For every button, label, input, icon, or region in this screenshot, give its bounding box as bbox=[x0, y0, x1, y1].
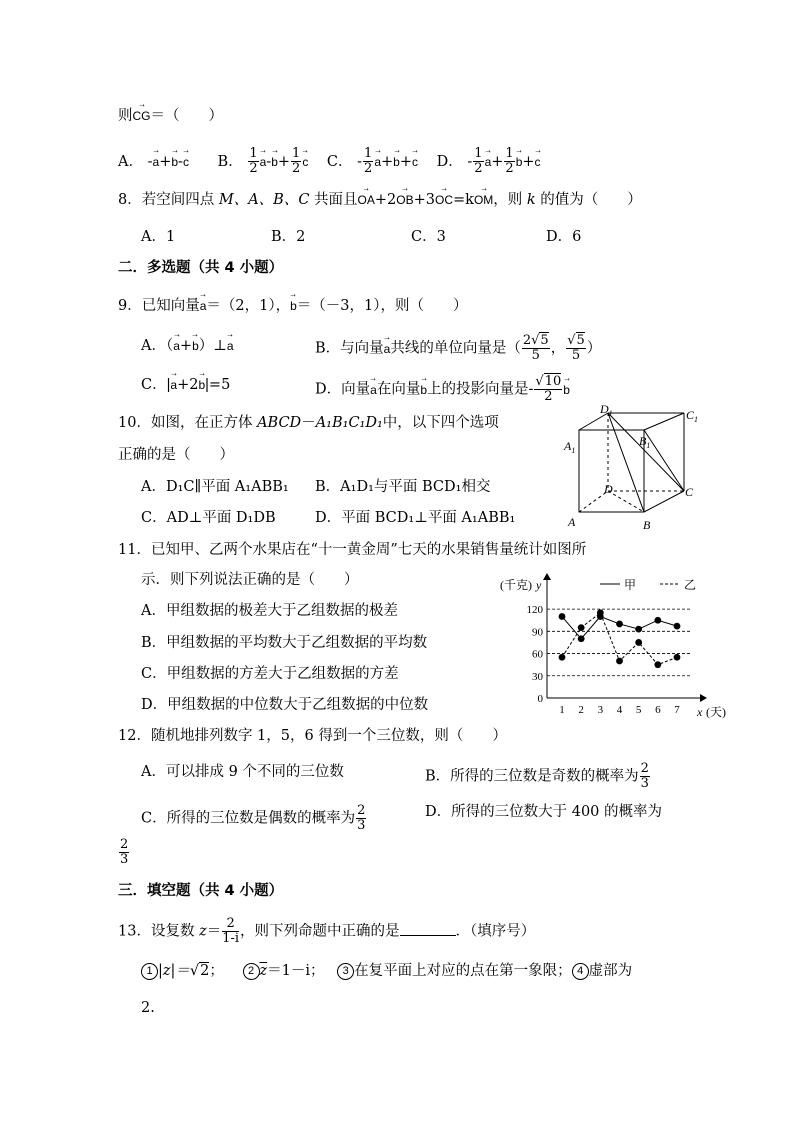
cube-edge-bc bbox=[644, 491, 684, 512]
q7-d-f2-num: 1 bbox=[505, 146, 514, 161]
q9-D-vb2-t: b bbox=[563, 382, 570, 397]
chart-xunit: (天) bbox=[706, 705, 726, 719]
legend-label-jia: 甲 bbox=[624, 578, 637, 592]
q9-option-c bbox=[141, 375, 230, 395]
q12-D-num: 2 bbox=[120, 837, 129, 852]
q9-B-f1-sqrt: √ bbox=[531, 333, 540, 348]
q13-item-4-marker: 4 bbox=[572, 963, 589, 980]
q9-B-f1-coef: 2 bbox=[522, 333, 532, 348]
ytick-label-60: 60 bbox=[532, 648, 543, 661]
q8-oa-t: OA bbox=[357, 193, 375, 207]
q8-oa bbox=[358, 190, 375, 210]
q11-stem-2: 示．则下列说法正确的是（ ） bbox=[141, 572, 359, 588]
q7-c-f-den: 2 bbox=[364, 161, 373, 176]
xtick-label-6: 6 bbox=[655, 704, 661, 716]
q8-oc bbox=[435, 190, 453, 210]
q7-c-minus: - bbox=[357, 153, 363, 170]
q7-option-c bbox=[326, 146, 423, 176]
q9-B-frac2 bbox=[566, 334, 586, 363]
q9-D-vb bbox=[420, 380, 427, 400]
q7-d-frac2 bbox=[504, 147, 514, 176]
q7-after: ＝（ ） bbox=[150, 108, 223, 124]
q7-options bbox=[118, 147, 541, 176]
q9-D-va-t: a bbox=[370, 382, 377, 397]
q7-b-minus: - bbox=[266, 153, 272, 170]
q7-d-vc-t: c bbox=[534, 154, 541, 169]
q13-eq: ＝ bbox=[206, 923, 222, 940]
q9-D-pre: D．向量 bbox=[315, 381, 371, 398]
point-yi-5 bbox=[635, 639, 642, 646]
chart-yvar: y bbox=[536, 578, 542, 592]
q9-B-pre: B．与向量 bbox=[315, 340, 384, 357]
q12-B-text: B．所得的三位数是奇数的概率为 bbox=[425, 768, 639, 785]
q7-c-frac bbox=[363, 147, 373, 176]
cube-diag-b1c bbox=[644, 430, 684, 491]
q12-D-den: 3 bbox=[120, 852, 129, 867]
q7-prefix: 则 bbox=[118, 108, 133, 124]
q9-A-vb-t: b bbox=[192, 339, 199, 353]
q13-a: 13．设复数 bbox=[118, 923, 200, 940]
q10-b: 中，以下四个选项 bbox=[382, 415, 499, 431]
q9-a: 9．已知向量 bbox=[118, 298, 200, 314]
q12-option-b bbox=[425, 762, 651, 791]
q9-D-f-sqrt: √ bbox=[535, 374, 544, 389]
q13-item-1-text: |z|＝ bbox=[158, 963, 190, 979]
q13-z: z bbox=[199, 923, 207, 940]
point-jia-2 bbox=[578, 635, 585, 642]
q7-c-vb bbox=[393, 152, 400, 172]
q10-option-c: C．AD⊥平面 D₁DB bbox=[141, 510, 276, 526]
q12-B-frac bbox=[640, 762, 650, 791]
q7-d-plus2: + bbox=[522, 153, 535, 170]
chart-series bbox=[559, 609, 681, 668]
q9-B-end: ） bbox=[586, 340, 602, 357]
q9-D-post: 上的投影向量是 bbox=[427, 381, 529, 398]
q8-option-a: A．1 bbox=[141, 229, 176, 245]
point-yi-3 bbox=[597, 609, 604, 616]
q7-c-plus: + bbox=[381, 153, 394, 170]
q9-A-va2-t: a bbox=[226, 339, 234, 353]
chart-gridlines bbox=[547, 609, 692, 676]
point-jia-7 bbox=[674, 623, 681, 630]
q7-b-f2-den: 2 bbox=[292, 161, 301, 176]
q13-items bbox=[141, 961, 632, 981]
q9-va-t: a bbox=[199, 299, 207, 313]
label-c1-main: C bbox=[686, 408, 695, 422]
q7-b-va bbox=[260, 152, 267, 172]
q7-b-vb-t: b bbox=[271, 154, 278, 169]
xtick-label-3: 3 bbox=[597, 704, 604, 716]
q8-d: 的值为（ ） bbox=[535, 192, 642, 208]
q13-den: 1-i bbox=[222, 931, 240, 946]
q9-C-abs-l: | bbox=[166, 377, 171, 393]
q11-stem-1: 11．已知甲、乙两个水果店在“十一黄金周”七天的水果销售量统计如图所 bbox=[118, 542, 587, 558]
q9-C-abs-r: | bbox=[205, 377, 209, 393]
cube-diag-db bbox=[608, 491, 644, 512]
q7-b-va-t: a bbox=[259, 154, 267, 169]
q7-b-frac2 bbox=[291, 147, 301, 176]
point-yi-1 bbox=[559, 654, 566, 661]
q9-C-vb-t: b bbox=[198, 378, 206, 392]
q9-D-f-den: 2 bbox=[544, 389, 553, 404]
q7-d-minus: - bbox=[467, 153, 473, 170]
label-a1-main: A bbox=[564, 439, 572, 453]
chart-legend bbox=[600, 578, 696, 592]
q9-option-a bbox=[141, 336, 234, 356]
cube-figure bbox=[560, 405, 710, 533]
point-jia-6 bbox=[654, 617, 661, 624]
q7-b-vc-t: c bbox=[302, 154, 309, 169]
xtick-label-7: 7 bbox=[674, 704, 680, 716]
q7-d-va bbox=[485, 152, 492, 172]
q7-d-plus: + bbox=[491, 153, 504, 170]
sales-line-chart bbox=[492, 570, 742, 725]
q9-D-vb-t: b bbox=[420, 382, 428, 397]
q9-A-va2 bbox=[227, 336, 234, 356]
q9-B-f2-num bbox=[566, 334, 586, 349]
q7-a-vb bbox=[171, 152, 178, 172]
q11-option-c: C．甲组数据的方差大于乙组数据的方差 bbox=[141, 666, 399, 682]
label-d: D bbox=[604, 482, 613, 496]
q7-c-vc-t: c bbox=[412, 154, 419, 169]
q7-c-va bbox=[374, 152, 381, 172]
q9-B-f1-den: 5 bbox=[531, 348, 540, 363]
q8-b: 共面且 bbox=[309, 192, 358, 208]
legend-label-yi: 乙 bbox=[684, 578, 697, 592]
q7-d-va-t: a bbox=[484, 154, 492, 169]
q7-a-minus: - bbox=[147, 153, 153, 170]
q9-C-va-t: a bbox=[170, 378, 178, 392]
q8-om-t: OM bbox=[473, 193, 494, 207]
q12-C-text: C．所得的三位数是偶数的概率为 bbox=[141, 810, 356, 827]
q9-D-mid: 在向量 bbox=[376, 381, 421, 398]
q12-C-frac bbox=[356, 804, 366, 833]
chart-xvar: x bbox=[697, 705, 703, 719]
q9-option-b bbox=[315, 334, 601, 363]
q7-d-label: D． bbox=[436, 153, 463, 170]
q13-d: ．（填序号） bbox=[455, 923, 536, 940]
q8-eqk: =k bbox=[453, 192, 474, 208]
vec-cg bbox=[133, 106, 151, 126]
q7-a-minus2: - bbox=[178, 153, 183, 170]
q7-b-f2-num: 1 bbox=[292, 146, 301, 161]
q12-option-d: D．所得的三位数大于 400 的概率为 bbox=[425, 804, 663, 820]
q9-C-mid: +2 bbox=[177, 377, 199, 393]
q13-item-4-text: 虚部为 bbox=[588, 963, 633, 979]
q8-points: M、A、B、C bbox=[218, 192, 310, 208]
q9-D-frac bbox=[534, 375, 562, 404]
label-a: A bbox=[568, 515, 576, 529]
q8-ob-t: OB bbox=[396, 193, 414, 207]
q8-stem bbox=[118, 190, 642, 210]
label-d1-sub: 1 bbox=[608, 409, 613, 418]
q7-c-vc bbox=[412, 152, 418, 172]
q9-D-vb2 bbox=[563, 380, 570, 400]
q13-c: ，则下列命题中正确的是 bbox=[240, 923, 400, 940]
label-b1-main: B bbox=[639, 434, 647, 448]
label-d1-main: D bbox=[600, 405, 609, 416]
q9-D-va bbox=[370, 380, 377, 400]
q9-B-f1-rad: 5 bbox=[540, 333, 549, 348]
q13-item-4-value: 2. bbox=[141, 1000, 155, 1016]
q9-C-vb bbox=[198, 375, 205, 395]
q7-c-f-num: 1 bbox=[364, 146, 373, 161]
q9-A-plus: + bbox=[179, 338, 193, 354]
q10-dash: － bbox=[301, 415, 316, 431]
q8-three: 3 bbox=[425, 192, 435, 208]
q9-B-post: 共线的单位向量是（ bbox=[390, 340, 521, 357]
label-b: B bbox=[643, 518, 651, 532]
label-a1 bbox=[563, 439, 575, 455]
point-jia-1 bbox=[559, 613, 566, 620]
label-b1-sub: 1 bbox=[646, 441, 651, 450]
q10-stem-1 bbox=[118, 413, 499, 433]
q7-option-d bbox=[436, 146, 541, 176]
point-jia-4 bbox=[616, 621, 623, 628]
q9-C-pre: C． bbox=[141, 377, 167, 393]
q8-plus1: + bbox=[374, 192, 388, 208]
q9-D-f-rad: 10 bbox=[544, 374, 562, 389]
label-c1 bbox=[686, 408, 698, 424]
q7-option-a bbox=[118, 154, 194, 170]
q10-option-d: D．平面 BCD₁⊥平面 A₁ABB₁ bbox=[315, 510, 516, 526]
y-axis-arrow bbox=[543, 573, 551, 580]
q13-item-3-marker: 3 bbox=[337, 963, 354, 980]
label-a1-sub: 1 bbox=[571, 446, 576, 455]
q13-frac bbox=[222, 917, 239, 946]
q9-B-f2-sqrt: √ bbox=[567, 333, 576, 348]
q8-c: ，则 bbox=[493, 192, 527, 208]
q8-ob bbox=[396, 190, 413, 210]
cube-diag-d1b bbox=[608, 413, 644, 512]
vec-cg-text: CG bbox=[132, 109, 151, 123]
point-jia-5 bbox=[635, 626, 642, 633]
q12-stem: 12．随机地排列数字 1，5，6 得到一个三位数，则（ ） bbox=[118, 728, 507, 744]
q12-option-d-value bbox=[118, 838, 130, 867]
q9-A-va-t: a bbox=[173, 339, 180, 353]
q13-item-2-text: ＝1－i； bbox=[267, 963, 325, 979]
q9-b: ＝（2，1）， bbox=[206, 298, 291, 314]
q7-a-plus: + bbox=[159, 153, 172, 170]
q13-item-1-end: ； bbox=[209, 963, 224, 979]
q10-a: 10．如图，在正方体 bbox=[118, 415, 258, 431]
q7-option-b bbox=[217, 146, 313, 176]
q7-a-vc-t: c bbox=[182, 154, 189, 169]
q9-vb bbox=[290, 296, 297, 316]
q13-item-1-sqrt: √ bbox=[189, 963, 200, 979]
point-yi-6 bbox=[654, 661, 661, 668]
chart-xticks bbox=[559, 704, 680, 716]
q9-D-f-num bbox=[534, 375, 562, 390]
q8-option-c: C．3 bbox=[411, 229, 446, 245]
q9-B-frac1 bbox=[522, 334, 550, 363]
q12-B-den: 3 bbox=[640, 776, 649, 791]
q9-C-va bbox=[170, 375, 177, 395]
q13-item-1-marker: 1 bbox=[141, 963, 158, 980]
q8-option-b: B．2 bbox=[271, 229, 306, 245]
chart-ylabel: (千克) bbox=[500, 578, 532, 592]
q7-d-vb bbox=[516, 152, 523, 172]
q9-B-f2-den: 5 bbox=[571, 348, 581, 363]
q9-B-f1-num bbox=[522, 334, 550, 349]
q7-b-frac1 bbox=[248, 147, 258, 176]
point-yi-4 bbox=[616, 658, 623, 665]
ytick-label-30: 30 bbox=[532, 670, 543, 683]
q7-a-va bbox=[153, 152, 160, 172]
xtick-label-2: 2 bbox=[578, 704, 584, 716]
label-c: C bbox=[685, 485, 694, 499]
q7-stem bbox=[118, 106, 223, 126]
q13-stem bbox=[118, 917, 535, 946]
q9-vb-t: b bbox=[290, 299, 297, 313]
q13-item-1-rad: 2 bbox=[200, 963, 210, 979]
q7-d-frac1 bbox=[473, 147, 483, 176]
q13-item-2-marker: 2 bbox=[243, 963, 260, 980]
q9-B-va-t: a bbox=[383, 341, 391, 356]
q7-b-vc bbox=[302, 152, 308, 172]
cube-front-face bbox=[579, 430, 644, 512]
q7-c-va-t: a bbox=[374, 154, 382, 169]
q7-b-label: B． bbox=[217, 153, 243, 170]
q10-option-b: B．A₁D₁与平面 BCD₁相交 bbox=[315, 479, 491, 495]
q9-C-post: =5 bbox=[208, 377, 231, 393]
section-2-heading: 二．多选题（共 4 小题） bbox=[118, 260, 284, 276]
q8-om bbox=[474, 190, 493, 210]
q7-b-vb bbox=[271, 152, 278, 172]
label-d1 bbox=[599, 405, 613, 418]
q8-option-d: D．6 bbox=[546, 229, 582, 245]
q9-B-f2-rad: 5 bbox=[576, 333, 585, 348]
x-axis-arrow bbox=[700, 694, 707, 702]
q13-item-3-text: 在复平面上对应的点在第一象限； bbox=[354, 963, 572, 979]
q12-option-a: A．可以排成 9 个不同的三位数 bbox=[141, 764, 344, 780]
q13-num: 2 bbox=[222, 917, 239, 932]
q9-A-pre: A．（ bbox=[141, 338, 174, 354]
q7-a-va-t: a bbox=[152, 154, 160, 169]
q9-c: ＝（－3，1），则（ ） bbox=[296, 298, 468, 314]
q7-d-f1-den: 2 bbox=[474, 161, 483, 176]
point-yi-7 bbox=[674, 654, 681, 661]
q7-d-vc bbox=[535, 152, 541, 172]
q11-option-b: B．甲组数据的平均数大于乙组数据的平均数 bbox=[141, 635, 428, 651]
xtick-label-1: 1 bbox=[559, 704, 565, 716]
q12-C-den: 3 bbox=[357, 818, 366, 833]
label-c1-sub: 1 bbox=[694, 415, 699, 424]
q9-A-post: ）⊥ bbox=[198, 338, 227, 354]
q7-b-f1-den: 2 bbox=[249, 161, 258, 176]
q10-abcd: ABCD bbox=[257, 415, 302, 431]
q8-k: k bbox=[526, 192, 536, 208]
ytick-label-120: 120 bbox=[526, 604, 543, 617]
q8-two: 2 bbox=[387, 192, 397, 208]
xtick-label-5: 5 bbox=[635, 704, 642, 716]
q13-answer-blank[interactable] bbox=[400, 921, 456, 936]
chart-axes bbox=[543, 573, 707, 702]
section-3-heading: 三．填空题（共 4 小题） bbox=[118, 883, 284, 899]
q7-b-f1-num: 1 bbox=[249, 146, 258, 161]
q9-option-d bbox=[315, 375, 570, 404]
q7-a-vb-t: b bbox=[171, 154, 179, 169]
chart-yticks bbox=[527, 604, 544, 705]
q12-option-c bbox=[141, 804, 367, 833]
ytick-label-90: 90 bbox=[532, 626, 543, 639]
q9-B-va bbox=[384, 339, 391, 359]
q10-stem-2: 正确的是（ ） bbox=[118, 447, 234, 463]
cube-diag-d1c bbox=[608, 413, 684, 491]
q7-c-vb-t: b bbox=[393, 154, 400, 169]
q7-a-label: A． bbox=[118, 153, 143, 170]
q9-va bbox=[200, 296, 207, 316]
q9-A-va bbox=[173, 336, 180, 356]
q8-oc-t: OC bbox=[435, 193, 453, 207]
q9-D-minus: - bbox=[528, 381, 534, 398]
ytick-label-0: 0 bbox=[537, 693, 543, 705]
q13-item-2-zbar: $\overline{z}$ bbox=[259, 963, 268, 979]
q7-a-vc bbox=[183, 152, 189, 172]
q9-B-comma: ， bbox=[550, 340, 566, 357]
q11-option-d: D．甲组数据的中位数大于乙组数据的中位数 bbox=[141, 697, 429, 713]
xtick-label-4: 4 bbox=[616, 704, 623, 716]
q7-d-f2-den: 2 bbox=[505, 161, 514, 176]
q12-B-num: 2 bbox=[640, 761, 649, 776]
q11-option-a: A．甲组数据的极差大于乙组数据的极差 bbox=[141, 603, 398, 619]
q10-option-a: A．D₁C∥平面 A₁ABB₁ bbox=[141, 479, 289, 495]
q8-a: 8．若空间四点 bbox=[118, 192, 219, 208]
q7-d-f1-num: 1 bbox=[474, 146, 483, 161]
q7-c-label: C． bbox=[326, 153, 353, 170]
cube-edge-b1c1 bbox=[644, 413, 684, 430]
q12-D-frac bbox=[119, 838, 129, 867]
q9-A-vb bbox=[192, 336, 199, 356]
q7-c-plus2: + bbox=[399, 153, 413, 170]
q7-d-vb-t: b bbox=[515, 154, 523, 169]
q8-plus2: + bbox=[413, 192, 426, 208]
q12-C-num: 2 bbox=[357, 803, 366, 818]
q9-stem bbox=[118, 296, 468, 316]
point-yi-2 bbox=[578, 624, 585, 631]
q10-a1b1c1d1: A₁B₁C₁D₁ bbox=[315, 415, 383, 431]
q7-b-plus: + bbox=[277, 153, 291, 170]
